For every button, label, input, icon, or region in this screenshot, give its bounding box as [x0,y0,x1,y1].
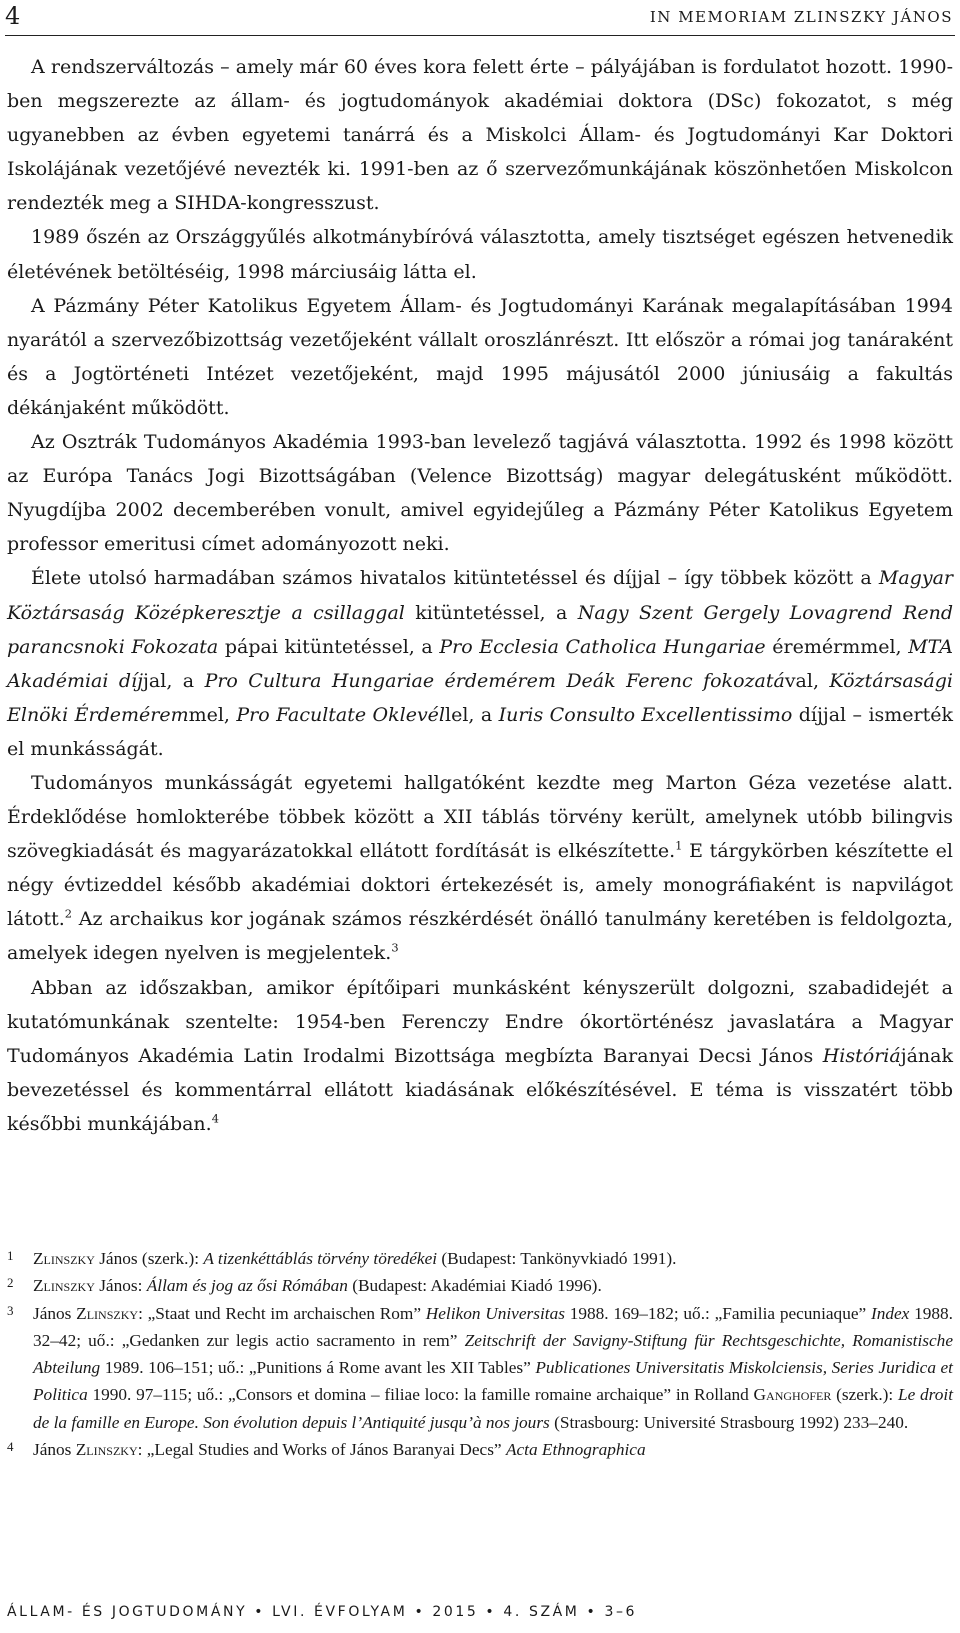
text-run: : „Legal Studies and Works of János Baranyai Decs” [137,1440,506,1460]
work-title: Állam és jog az ősi Rómában [146,1276,348,1296]
work-title: Históriá [822,1044,901,1067]
text-run: János [33,1303,77,1323]
header-rule [5,35,955,36]
footnote-ref[interactable]: 1 [675,838,683,853]
text-run: jának bevezetéssel és kommentárral ellátott kiadásának előkészítésével. E téma is visszatért több későbbi munkájában. [7,1044,953,1135]
editor-name: Ganghofer [753,1385,832,1405]
paragraph [7,561,953,766]
author-name: Zlinszky [75,1440,138,1460]
text-run: kitüntetéssel, a [404,601,578,624]
text-run: 1990. 97–115; uő.: „Consors et domina – filiae loco: la famille romaine archaique” in Rolland [87,1385,754,1405]
footnote [7,1300,953,1436]
footnote [7,1272,953,1299]
paragraph: A Pázmány Péter Katolikus Egyetem Állam- és Jogtudományi Karának megalapításában 1994 nyarától a szervezőbizottság vezetőjeként vállalt oroszlánrészt. Itt először a római jog tanáraként és a Jogtörténeti Intézet vezetőjeként, majd 1995 májusától 2000 júniusáig a fakultás dékánjaként működött. [7,294,953,419]
footnote-number: 2 [7,1275,14,1291]
text-run: (Budapest: Akadémiai Kiadó 1996). [347,1276,602,1296]
footnote-ref[interactable]: 3 [391,941,399,956]
text-run: Élete utolsó harmadában számos hivatalos kitüntetéssel és díjjal – így többek között a [31,567,879,590]
body-text [7,50,953,1141]
author-name: Zlinszky [33,1276,95,1296]
footnote-number: 4 [7,1439,14,1455]
journal-title: Helikon Universitas [425,1303,565,1323]
text-run: val, [784,669,830,692]
work-title: Le droit de la famille en Europe. Son évolution depuis l’Antiquité jusqu’à nos jours [33,1385,954,1432]
award-name: Magyar Köztársaság Középkeresztje a csillaggal [7,567,953,624]
award-name: Köztársasági Elnöki Érdemérem [7,669,953,726]
journal-title: Index [870,1303,910,1323]
award-name: Nagy Szent Gergely Lovagrend Rend parancsnoki Fokozata [7,601,954,658]
text-run: János [33,1440,76,1460]
paragraph: Az Osztrák Tudományos Akadémia 1993-ban levelező tagjává választotta. 1992 és 1998 között az Európa Tanács Jogi Bizottságában (Velence Bizottság) magyar delegátusként működött. Nyugdíjba 2002 decemberében vonult, amivel egyidejűleg a Pázmány Péter Katolikus Egyetem professor emeritusi címet adományozott neki. [7,431,953,556]
award-name: Pro Ecclesia Catholica Hungariae [439,635,766,658]
text-run: 1988. 169–182; uő.: „Familia pecuniaque” [564,1303,871,1323]
award-name: Pro Facultate Oklevél [236,703,446,726]
award-name: Iuris Consulto Excellentissimo [498,703,793,726]
text-run: (Budapest: Tankönyvkiadó 1991). [437,1249,677,1268]
paragraph: 1989 őszén az Országgyűlés alkotmánybíróvá választotta, amely tisztséget egészen hetvenedik életévének betöltéséig, 1998 márciusáig látta el. [7,226,953,283]
journal-title: Zeitschrift der Savigny-Stiftung für Rechtsgeschichte, Romanistische Abteilung [33,1330,953,1378]
text-run: díjjal – ismerték el munkásságát. [7,703,954,760]
paragraph [7,766,953,971]
author-name: Zlinszky [33,1249,95,1268]
page-footer: ÁLLAM- ÉS JOGTUDOMÁNY • LVI. ÉVFOLYAM • 2015 • 4. SZÁM • 3–6 [7,1604,638,1620]
author-name: Zlinszky [76,1303,139,1323]
footnote [7,1436,953,1463]
text-run: 1988. 32–42; uő.: „Gedanken zur legis actio sacramento in rem” [33,1303,953,1350]
footnote-number: 1 [7,1248,14,1263]
text-run: János (szerk.): [94,1249,204,1268]
text-run: pápai kitüntetéssel, a [218,635,440,658]
text-run: (szerk.): [831,1385,898,1405]
footnote [7,1245,953,1272]
text-run: lel, a [445,703,499,726]
text-run: éremérmmel, [765,635,909,658]
award-name: MTA Akadémiai díj [7,635,953,692]
text-run: (Strasbourg: Université Strasbourg 1992) 233–240. [549,1412,909,1432]
text-run: Tudományos munkásságát egyetemi hallgatóként kezdte meg Marton Géza vezetése alatt. Érdeklődése homlokterébe többek között a XII táblás törvény került, amelynek utóbb bilingvis szövegkiadását és magyarázatokkal ellátott fordítását is elkészítette. [7,771,953,863]
text-run: jal, a [143,669,205,692]
text-run: János: [94,1276,147,1296]
text-run: Abban az időszakban, amikor építőipari munkásként kényszerült dolgozni, szabadidejét a kutatómunkának szentelte: 1954-ben Ferenczy Endre ókortörténész javaslatára a Magyar Tudományos Akadémia Latin Irodalmi Bizottsága megbízta Baranyai Decsi János [7,976,953,1067]
text-run: 1989. 106–151; uő.: „Punitions á Rome avant les XII Tables” [100,1358,536,1378]
footnotes [7,1245,953,1463]
work-title: A tizenkéttáblás törvény töredékei [203,1249,438,1268]
page-number: 4 [5,2,21,30]
footnote-ref[interactable]: 4 [211,1111,219,1126]
text-run: E tárgykörben készítette el négy évtizeddel később akadémiai doktori értekezését is, amely monográfiaként is napvilágot látott. [7,840,953,931]
footnote-number: 3 [7,1302,14,1318]
text-run: : „Staat und Recht im archaischen Rom” [138,1303,426,1323]
journal-title: Acta Ethnographica [505,1440,646,1460]
journal-title: Publicationes Universitatis Miskolciensis, Series Juridica et Politica [33,1358,953,1405]
award-name: Pro Cultura Hungariae érdemérem Deák Ferenc fokozatá [204,669,785,692]
running-title: IN MEMORIAM ZLINSZKY JÁNOS [649,8,953,26]
text-run: Az archaikus kor jogának számos részkérdését önálló tanulmány keretében is feldolgozta, amelyek idegen nyelven is megjelentek. [7,908,953,965]
paragraph [7,971,953,1141]
paragraph: A rendszerváltozás – amely már 60 éves kora felett érte – pályájában is fordulatot hozott. 1990-ben megszerezte az állam- és jogtudományok akadémiai doktora (DSc) fokozatot, s még ugyanebben az évben egyetemi tanárrá és a Miskolci Állam- és Jogtudományi Kar Doktori Iskolájának vezetőjévé nevezték ki. 1991-ben az ő szervezőmunkájának köszönhetően Miskolcon rendezték meg a SIHDA-kongresszust. [7,56,953,215]
text-run: mel, [188,703,237,726]
page-header [0,0,960,36]
footnote-ref[interactable]: 2 [64,907,73,922]
